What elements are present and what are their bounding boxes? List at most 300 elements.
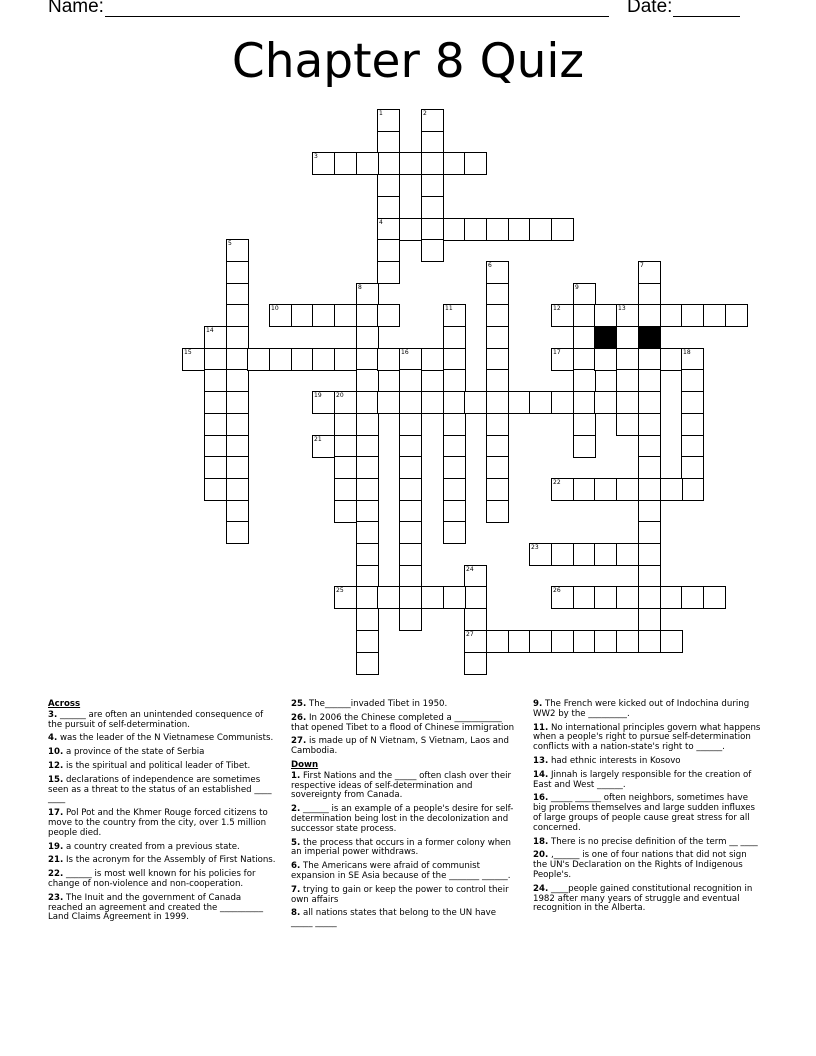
crossword-cell[interactable] xyxy=(377,391,400,414)
crossword-cell[interactable] xyxy=(377,239,400,262)
clue-text: _____ ______ often neighbors, sometimes have big problems themselves and large sudden influxes of large groups of people cause great stress for all concerned. xyxy=(533,793,755,833)
crossword-cell[interactable] xyxy=(377,174,400,197)
crossword-cell[interactable] xyxy=(334,500,357,523)
clue-text: ______ is most well known for his policies for change of non-violence and non-cooperation. xyxy=(48,869,256,889)
clue-number: 25. xyxy=(291,699,307,709)
down-clue-list-continued xyxy=(533,700,761,914)
clue-number: 21. xyxy=(48,855,64,866)
crossword-cell[interactable] xyxy=(573,478,596,501)
clue-item xyxy=(533,885,761,914)
crossword-cell[interactable] xyxy=(421,391,444,414)
crossword-cell[interactable] xyxy=(443,218,466,241)
clue-item xyxy=(533,771,761,791)
crossword-cell[interactable] xyxy=(681,435,704,458)
crossword-cell[interactable] xyxy=(356,435,379,458)
clue-number: 9. xyxy=(533,699,543,709)
crossword-cell[interactable] xyxy=(356,500,379,523)
crossword-cell[interactable] xyxy=(399,500,422,523)
crossword-cell[interactable] xyxy=(638,413,661,436)
clue-item xyxy=(48,894,276,923)
crossword-cell[interactable] xyxy=(616,326,639,349)
clue-text: a province of the state of Serbia xyxy=(63,747,205,758)
crossword-cell[interactable] xyxy=(551,543,574,566)
crossword-cell[interactable] xyxy=(226,500,249,523)
crossword-cell[interactable] xyxy=(399,478,422,501)
crossword-cell[interactable] xyxy=(334,348,357,371)
crossword-cell[interactable] xyxy=(594,630,617,653)
crossword-cell[interactable] xyxy=(247,348,270,371)
crossword-cell[interactable] xyxy=(638,521,661,544)
crossword-cell[interactable] xyxy=(334,304,357,327)
crossword-cell[interactable] xyxy=(594,348,617,371)
crossword-cell[interactable] xyxy=(226,348,249,371)
crossword-cell[interactable] xyxy=(334,152,357,175)
crossword-cell[interactable] xyxy=(681,391,704,414)
crossword-cell[interactable] xyxy=(638,348,661,371)
clue-number: 1. xyxy=(291,770,301,781)
crossword-cell[interactable] xyxy=(616,543,639,566)
clue-number: 21 xyxy=(314,436,322,443)
crossword-cell[interactable] xyxy=(377,586,400,609)
crossword-cell[interactable] xyxy=(443,304,466,327)
across-heading: Across xyxy=(48,699,81,709)
crossword-cell[interactable] xyxy=(399,152,422,175)
clue-item xyxy=(533,724,761,753)
crossword-cell[interactable] xyxy=(443,521,466,544)
clue-item xyxy=(291,886,519,906)
crossword-cell[interactable] xyxy=(399,586,422,609)
crossword-cell[interactable] xyxy=(486,456,509,479)
crossword-cell[interactable] xyxy=(443,348,466,371)
crossword-cell[interactable] xyxy=(638,478,661,501)
crossword-cell[interactable] xyxy=(399,435,422,458)
crossword-cell[interactable] xyxy=(551,218,574,241)
crossword-cell[interactable] xyxy=(486,369,509,392)
crossword-cell[interactable] xyxy=(356,478,379,501)
crossword-cell[interactable] xyxy=(399,456,422,479)
crossword-cell[interactable] xyxy=(573,391,596,414)
crossword-cell[interactable] xyxy=(399,543,422,566)
crossword-cell[interactable] xyxy=(660,586,683,609)
clue-text: The Americans were afraid of communist expansion in SE Asia because of the _______ ______. xyxy=(291,861,511,881)
crossword-cell[interactable] xyxy=(573,348,596,371)
clue-item xyxy=(48,748,276,758)
down-clue-list xyxy=(291,772,519,929)
clue-item xyxy=(291,714,519,734)
clue-item xyxy=(48,762,276,772)
crossword-cell[interactable] xyxy=(594,304,617,327)
crossword-cell[interactable] xyxy=(356,369,379,392)
crossword-cell[interactable] xyxy=(334,456,357,479)
crossword-cell[interactable] xyxy=(421,109,444,132)
crossword-cell[interactable] xyxy=(703,304,726,327)
clue-number: 16 xyxy=(401,349,409,356)
crossword-cell[interactable] xyxy=(703,586,726,609)
crossword-cell[interactable] xyxy=(508,391,531,414)
crossword-cell[interactable] xyxy=(356,413,379,436)
crossword-cell[interactable] xyxy=(356,543,379,566)
clue-item xyxy=(533,757,761,767)
crossword-cell[interactable] xyxy=(443,391,466,414)
crossword-cell[interactable] xyxy=(616,630,639,653)
crossword-cell[interactable] xyxy=(356,326,379,349)
crossword-cell[interactable] xyxy=(638,369,661,392)
crossword-cell[interactable] xyxy=(377,304,400,327)
crossword-cell[interactable] xyxy=(594,543,617,566)
clue-number: 7. xyxy=(291,884,301,895)
crossword-cell[interactable] xyxy=(616,391,639,414)
clue-number: 12 xyxy=(553,305,561,312)
crossword-cell[interactable] xyxy=(377,152,400,175)
crossword-cell[interactable] xyxy=(638,391,661,414)
crossword-cell[interactable] xyxy=(443,586,466,609)
clue-number: 4 xyxy=(379,219,383,226)
crossword-cell[interactable] xyxy=(269,348,292,371)
clue-item xyxy=(533,700,761,720)
crossword-cell[interactable] xyxy=(226,521,249,544)
crossword-cell[interactable] xyxy=(421,174,444,197)
crossword-cell[interactable] xyxy=(616,413,639,436)
crossword-cell[interactable] xyxy=(377,131,400,154)
crossword-cell[interactable] xyxy=(356,283,379,306)
crossword-cell[interactable] xyxy=(486,326,509,349)
crossword-cell[interactable] xyxy=(529,218,552,241)
clue-number: 3. xyxy=(48,709,58,720)
crossword-cell[interactable] xyxy=(681,456,704,479)
crossword-cell[interactable] xyxy=(399,348,422,371)
clue-text: had ethnic interests in Kosovo xyxy=(548,755,681,766)
crossword-cell[interactable] xyxy=(551,630,574,653)
clue-number: 15. xyxy=(48,774,64,785)
crossword-cell[interactable] xyxy=(312,391,335,414)
crossword-cell[interactable] xyxy=(638,456,661,479)
crossword-cell[interactable] xyxy=(486,413,509,436)
clue-text: There is no precise definition of the term __ ____ xyxy=(548,836,758,847)
crossword-cell[interactable] xyxy=(660,630,683,653)
crossword-cell[interactable] xyxy=(356,348,379,371)
crossword-cell[interactable] xyxy=(573,369,596,392)
crossword-cell[interactable] xyxy=(377,261,400,284)
clue-item xyxy=(48,856,276,866)
down-heading: Down xyxy=(291,759,319,770)
crossword-cell[interactable] xyxy=(356,152,379,175)
crossword-cell[interactable] xyxy=(486,630,509,653)
crossword-cell[interactable] xyxy=(508,218,531,241)
crossword-cell[interactable] xyxy=(616,304,639,327)
crossword-cell[interactable] xyxy=(681,586,704,609)
crossword-cell[interactable] xyxy=(616,369,639,392)
crossword-cell[interactable] xyxy=(638,261,661,284)
crossword-cell[interactable] xyxy=(312,435,335,458)
crossword-cell[interactable] xyxy=(356,652,379,675)
clue-number: 27. xyxy=(291,736,307,747)
date-label: Date: xyxy=(627,0,673,17)
clue-text: ____people gained constitutional recognition in 1982 after many years of struggle and eventual recognition in the Alberta. xyxy=(533,883,753,914)
clue-number: 13 xyxy=(618,305,626,312)
crossword-cell[interactable] xyxy=(226,456,249,479)
crossword-cell[interactable] xyxy=(573,413,596,436)
crossword-cell[interactable] xyxy=(551,586,574,609)
crossword-cell[interactable] xyxy=(681,478,704,501)
crossword-cell[interactable] xyxy=(464,630,487,653)
crossword-cell[interactable] xyxy=(291,304,314,327)
crossword-cell[interactable] xyxy=(681,413,704,436)
crossword-cell[interactable] xyxy=(399,413,422,436)
clue-number: 20. xyxy=(533,850,549,861)
crossword-cell[interactable] xyxy=(443,478,466,501)
crossword-cell[interactable] xyxy=(573,543,596,566)
clue-item xyxy=(48,843,276,853)
crossword-cell[interactable] xyxy=(464,218,487,241)
crossword-cell[interactable] xyxy=(443,413,466,436)
clues-column-2 xyxy=(291,700,519,933)
clue-number: 5. xyxy=(291,837,301,848)
crossword-cell[interactable] xyxy=(312,304,335,327)
crossword-cell[interactable] xyxy=(312,152,335,175)
crossword-cell[interactable] xyxy=(529,391,552,414)
clue-text: First Nations and the _____ often clash over their respective ideas of self-determination and sovereignty from Canada. xyxy=(291,770,512,801)
crossword-cell[interactable] xyxy=(638,586,661,609)
crossword-cell[interactable] xyxy=(551,391,574,414)
crossword-cell[interactable] xyxy=(486,348,509,371)
clue-text: ______ is an example of a people's desire for self-determination being lost in the decolonization and successor state process. xyxy=(291,804,514,834)
crossword-cell[interactable] xyxy=(573,435,596,458)
crossword-cell[interactable] xyxy=(464,152,487,175)
crossword-cell[interactable] xyxy=(638,608,661,631)
crossword-cell[interactable] xyxy=(399,565,422,588)
crossword-cell[interactable] xyxy=(486,304,509,327)
clue-text: trying to gain or keep the power to control their own affairs xyxy=(291,884,509,905)
crossword-cell[interactable] xyxy=(334,435,357,458)
crossword-cell[interactable] xyxy=(551,348,574,371)
crossword-cell[interactable] xyxy=(334,586,357,609)
crossword-cell[interactable] xyxy=(529,543,552,566)
crossword-cell[interactable] xyxy=(421,586,444,609)
crossword-cell[interactable] xyxy=(312,348,335,371)
crossword-cell[interactable] xyxy=(660,478,683,501)
crossword-cell[interactable] xyxy=(486,283,509,306)
crossword-cell[interactable] xyxy=(399,521,422,544)
clue-text: is made up of N Vietnam, S Vietnam, Laos and Cambodia. xyxy=(291,736,509,757)
clue-text: Pol Pot and the Khmer Rouge forced citizens to move to the country from the city, over 1.5 million people died. xyxy=(48,808,268,838)
crossword-cell[interactable] xyxy=(573,304,596,327)
crossword-cell[interactable] xyxy=(616,586,639,609)
clue-number: 24. xyxy=(533,883,549,894)
clue-number: 10 xyxy=(271,305,279,312)
crossword-cell[interactable] xyxy=(421,131,444,154)
crossword-cell[interactable] xyxy=(399,608,422,631)
crossword-cell[interactable] xyxy=(377,218,400,241)
crossword-cell[interactable] xyxy=(421,348,444,371)
clues-column-1 xyxy=(48,700,276,927)
clue-number: 13. xyxy=(533,755,549,766)
clue-text: declarations of independence are sometimes seen as a threat to the status of an established ____ ____ xyxy=(48,774,272,805)
crossword-cell[interactable] xyxy=(204,369,227,392)
crossword-cell[interactable] xyxy=(638,435,661,458)
crossword-cell[interactable] xyxy=(356,521,379,544)
crossword-cell[interactable] xyxy=(334,391,357,414)
crossword-cell[interactable] xyxy=(573,630,596,653)
crossword-cell[interactable] xyxy=(443,152,466,175)
crossword-black-cell xyxy=(594,326,617,349)
crossword-cell[interactable] xyxy=(529,630,552,653)
crossword-cell[interactable] xyxy=(421,196,444,219)
crossword-cell[interactable] xyxy=(204,391,227,414)
clue-number: 5 xyxy=(228,240,232,247)
crossword-cell[interactable] xyxy=(638,500,661,523)
crossword-cell[interactable] xyxy=(486,478,509,501)
crossword-cell[interactable] xyxy=(204,326,227,349)
crossword-cell[interactable] xyxy=(356,630,379,653)
clues-column-3 xyxy=(533,700,761,918)
crossword-cell[interactable] xyxy=(594,391,617,414)
clue-text: In 2006 the Chinese completed a ___________ that opened Tibet to a flood of Chinese immigration xyxy=(291,712,515,733)
crossword-cell[interactable] xyxy=(681,369,704,392)
clue-text: the process that occurs in a former colony when an imperial power withdraws. xyxy=(291,837,511,858)
crossword-cell[interactable] xyxy=(399,391,422,414)
crossword-cell[interactable] xyxy=(204,478,227,501)
crossword-cell[interactable] xyxy=(226,435,249,458)
clue-item xyxy=(291,700,519,710)
crossword-cell[interactable] xyxy=(356,456,379,479)
clue-text: The French were kicked out of Indochina during WW2 by the _________. xyxy=(533,699,750,719)
name-label: Name: xyxy=(48,0,104,17)
clue-number: 25 xyxy=(336,587,344,594)
crossword-cell[interactable] xyxy=(356,391,379,414)
crossword-cell[interactable] xyxy=(464,652,487,675)
clue-number: 8 xyxy=(358,284,362,291)
crossword-cell[interactable] xyxy=(573,586,596,609)
crossword-cell[interactable] xyxy=(638,304,661,327)
crossword-cell[interactable] xyxy=(616,478,639,501)
crossword-cell[interactable] xyxy=(486,261,509,284)
crossword-cell[interactable] xyxy=(443,456,466,479)
crossword-cell[interactable] xyxy=(573,283,596,306)
crossword-cell[interactable] xyxy=(204,413,227,436)
clue-number: 17. xyxy=(48,808,64,819)
clue-item xyxy=(291,805,519,834)
crossword-cell[interactable] xyxy=(464,391,487,414)
clue-number: 22 xyxy=(553,479,561,486)
crossword-cell[interactable] xyxy=(638,283,661,306)
crossword-cell[interactable] xyxy=(638,565,661,588)
clue-number: 14. xyxy=(533,769,549,780)
clue-number: 3 xyxy=(314,153,318,160)
crossword-cell[interactable] xyxy=(464,586,487,609)
crossword-cell[interactable] xyxy=(660,304,683,327)
crossword-cell[interactable] xyxy=(443,435,466,458)
crossword-cell[interactable] xyxy=(681,348,704,371)
crossword-cell[interactable] xyxy=(551,478,574,501)
clue-text: ,______ is one of four nations that did not sign the UN's Declaration on the Rights of Indigenous People's. xyxy=(533,850,747,880)
crossword-cell[interactable] xyxy=(573,326,596,349)
crossword-cell[interactable] xyxy=(594,586,617,609)
clue-text: is the spiritual and political leader of Tibet. xyxy=(63,760,251,771)
crossword-cell[interactable] xyxy=(226,283,249,306)
clue-text: all nations states that belong to the UN have _____ _____ xyxy=(291,908,497,929)
crossword-cell[interactable] xyxy=(399,369,422,392)
crossword-cell[interactable] xyxy=(226,326,249,349)
crossword-cell[interactable] xyxy=(356,586,379,609)
crossword-cell[interactable] xyxy=(377,196,400,219)
crossword-cell[interactable] xyxy=(464,608,487,631)
crossword-cell[interactable] xyxy=(269,304,292,327)
crossword-cell[interactable] xyxy=(443,500,466,523)
crossword-cell[interactable] xyxy=(443,369,466,392)
clue-number: 23. xyxy=(48,892,64,903)
clue-number: 19. xyxy=(48,841,64,852)
clue-number: 10. xyxy=(48,747,64,758)
crossword-cell[interactable] xyxy=(226,369,249,392)
crossword-cell[interactable] xyxy=(486,500,509,523)
crossword-cell[interactable] xyxy=(377,348,400,371)
crossword-cell[interactable] xyxy=(443,326,466,349)
crossword-cell[interactable] xyxy=(486,218,509,241)
clue-text: ______ are often an unintended consequence of the pursuit of self-determination. xyxy=(48,709,264,730)
crossword-cell[interactable] xyxy=(551,304,574,327)
clue-number: 2. xyxy=(291,804,301,815)
crossword-cell[interactable] xyxy=(226,478,249,501)
crossword-cell[interactable] xyxy=(356,608,379,631)
clue-text: Jinnah is largely responsible for the creation of East and West ______. xyxy=(533,769,752,790)
crossword-cell[interactable] xyxy=(486,435,509,458)
crossword-cell[interactable] xyxy=(377,109,400,132)
clue-number: 24 xyxy=(466,566,474,573)
crossword-cell[interactable] xyxy=(638,630,661,653)
crossword-cell[interactable] xyxy=(204,456,227,479)
crossword-cell[interactable] xyxy=(226,304,249,327)
crossword-cell[interactable] xyxy=(486,391,509,414)
crossword-cell[interactable] xyxy=(291,348,314,371)
crossword-cell[interactable] xyxy=(594,478,617,501)
clue-number: 18. xyxy=(533,836,549,847)
crossword-cell[interactable] xyxy=(204,435,227,458)
crossword-cell[interactable] xyxy=(182,348,205,371)
clue-number: 19 xyxy=(314,392,322,399)
crossword-cell[interactable] xyxy=(356,304,379,327)
crossword-cell[interactable] xyxy=(660,348,683,371)
clue-number: 8. xyxy=(291,908,301,919)
crossword-cell[interactable] xyxy=(399,218,422,241)
crossword-cell[interactable] xyxy=(226,261,249,284)
clue-item xyxy=(291,839,519,859)
clue-text: Is the acronym for the Assembly of First Nations. xyxy=(63,855,276,866)
crossword-cell[interactable] xyxy=(464,565,487,588)
clue-item xyxy=(533,794,761,833)
crossword-cell[interactable] xyxy=(421,239,444,262)
crossword-cell[interactable] xyxy=(226,413,249,436)
crossword-cell[interactable] xyxy=(681,304,704,327)
crossword-cell[interactable] xyxy=(508,630,531,653)
clue-number: 23 xyxy=(531,544,539,551)
crossword-cell[interactable] xyxy=(226,239,249,262)
crossword-cell[interactable] xyxy=(334,413,357,436)
clue-number: 11. xyxy=(533,722,549,733)
clue-number: 1 xyxy=(379,110,383,117)
crossword-cell[interactable] xyxy=(356,565,379,588)
crossword-cell[interactable] xyxy=(725,304,748,327)
crossword-cell[interactable] xyxy=(638,543,661,566)
clue-text: a country created from a previous state. xyxy=(63,841,240,852)
crossword-cell[interactable] xyxy=(421,152,444,175)
crossword-cell[interactable] xyxy=(226,391,249,414)
across-clue-list xyxy=(48,711,276,923)
crossword-cell[interactable] xyxy=(204,348,227,371)
crossword-cell[interactable] xyxy=(421,218,444,241)
crossword-cell[interactable] xyxy=(334,478,357,501)
crossword-cell[interactable] xyxy=(616,348,639,371)
clue-item xyxy=(291,772,519,801)
